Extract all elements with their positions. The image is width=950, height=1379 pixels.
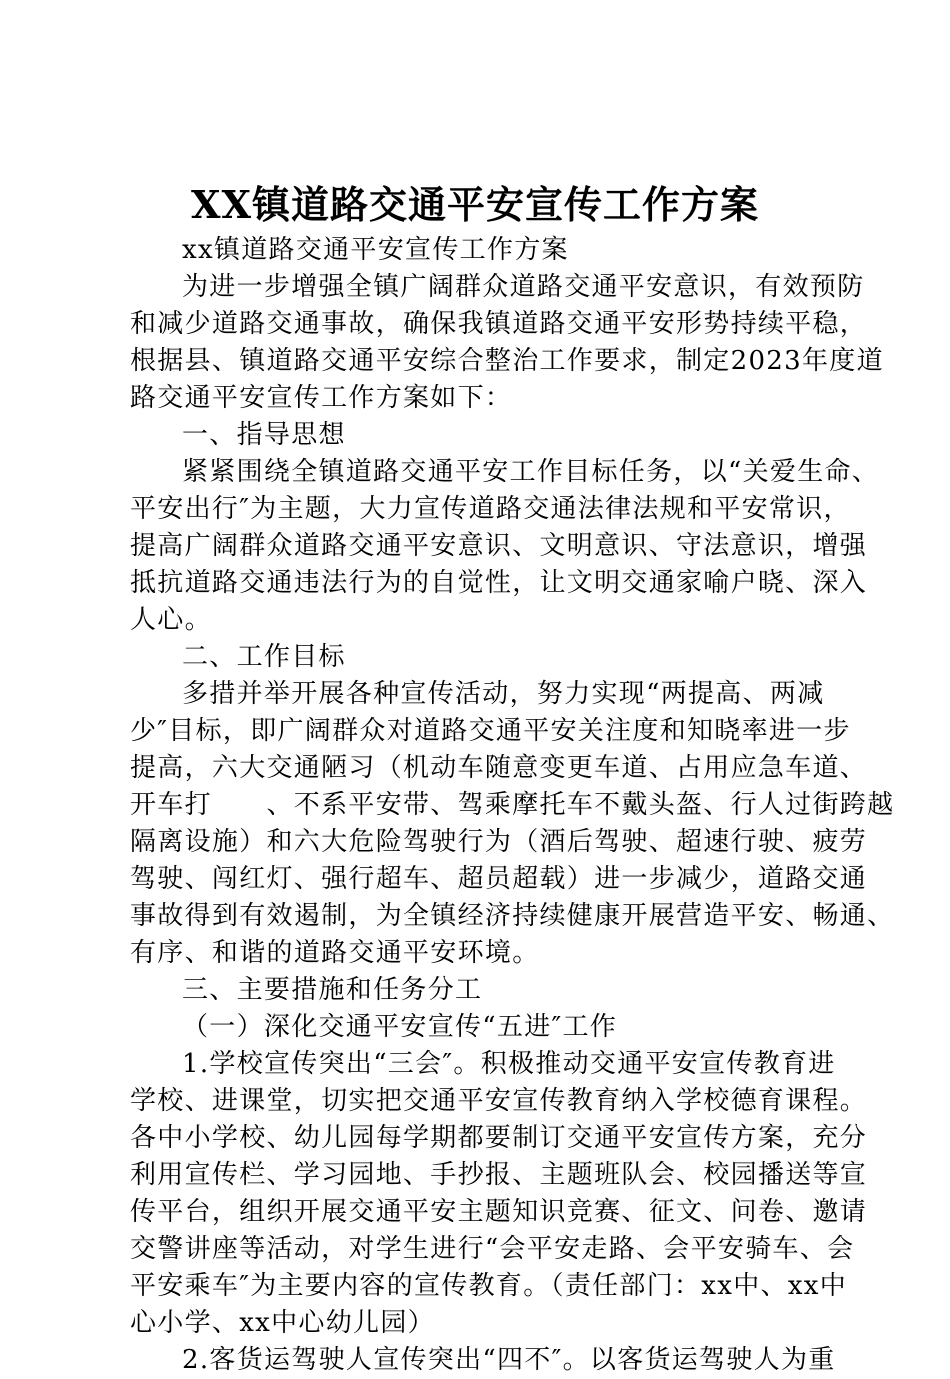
document-body	[130, 232, 895, 1379]
text-line: 开车打 、不系平安带、驾乘摩托车不戴头盔、行人过街跨越	[130, 790, 895, 820]
text-line: 各中小学校、幼儿园每学期都要制订交通平安宣传方案，充分	[130, 1123, 868, 1153]
text-line: 2.客货运驾驶人宣传突出“四不″。以客货运驾驶人为重	[182, 1345, 836, 1375]
text-line: 提高广阔群众道路交通平安意识、文明意识、守法意识，增强	[130, 531, 868, 561]
text-line: 平安出行″为主题，大力宣传道路交通法律法规和平安常识，	[130, 494, 851, 524]
text-line: 抵抗道路交通违法行为的自觉性，让文明交通家喻户晓、深入	[130, 568, 868, 598]
text-line: 交警讲座等活动，对学生进行“会平安走路、会平安骑车、会	[130, 1234, 855, 1264]
text-line: 为进一步增强全镇广阔群众道路交通平安意识，有效预防	[182, 272, 865, 302]
text-line: 1.学校宣传突出“三会″。积极推动交通平安宣传教育进	[182, 1049, 836, 1079]
text-line: 路交通平安宣传工作方案如下：	[130, 383, 513, 413]
text-line: 紧紧围绕全镇道路交通平安工作目标任务，以“关爱生命、	[182, 457, 880, 487]
text-line: 心小学、xx中心幼儿园）	[130, 1308, 435, 1338]
text-line: （一）深化交通平安宣传“五进″工作	[182, 1012, 618, 1042]
text-line: 学校、进课堂，切实把交通平安宣传教育纳入学校德育课程。	[130, 1086, 868, 1116]
text-line: 传平台，组织开展交通平安主题知识竞赛、征文、问卷、邀请	[130, 1197, 868, 1227]
text-line: 有序、和谐的道路交通平安环境。	[130, 938, 540, 968]
text-line: 利用宣传栏、学习园地、手抄报、主题班队会、校园播送等宣	[130, 1160, 868, 1190]
text-line: 少″目标，即广阔群众对道路交通平安关注度和知晓率进一步	[130, 716, 851, 746]
text-line: 二、工作目标	[182, 642, 346, 672]
text-line: 一、指导思想	[182, 420, 346, 450]
text-line: 三、主要措施和任务分工	[182, 975, 483, 1005]
text-line: 驾驶、闯红灯、强行超车、超员超载）进一步减少，道路交通	[130, 864, 868, 894]
text-line: 事故得到有效遏制，为全镇经济持续健康开展营造平安、畅通、	[130, 901, 895, 931]
text-line: 平安乘车″为主要内容的宣传教育。（责任部门：xx中、xx中	[130, 1271, 848, 1301]
text-line: 根据县、镇道路交通平安综合整治工作要求，制定2023年度道	[130, 346, 884, 376]
text-line: xx镇道路交通平安宣传工作方案	[182, 235, 569, 265]
text-line: 提高，六大交通陋习（机动车随意变更车道、占用应急车道、	[130, 753, 868, 783]
text-line: 和减少道路交通事故，确保我镇道路交通平安形势持续平稳，	[130, 309, 868, 339]
document-title: XX镇道路交通平安宣传工作方案	[191, 182, 759, 227]
text-line: 多措并举开展各种宣传活动，努力实现“两提高、两减	[182, 679, 825, 709]
text-line: 人心。	[130, 605, 212, 635]
text-line: 隔离设施）和六大危险驾驶行为（酒后驾驶、超速行驶、疲劳	[130, 827, 868, 857]
